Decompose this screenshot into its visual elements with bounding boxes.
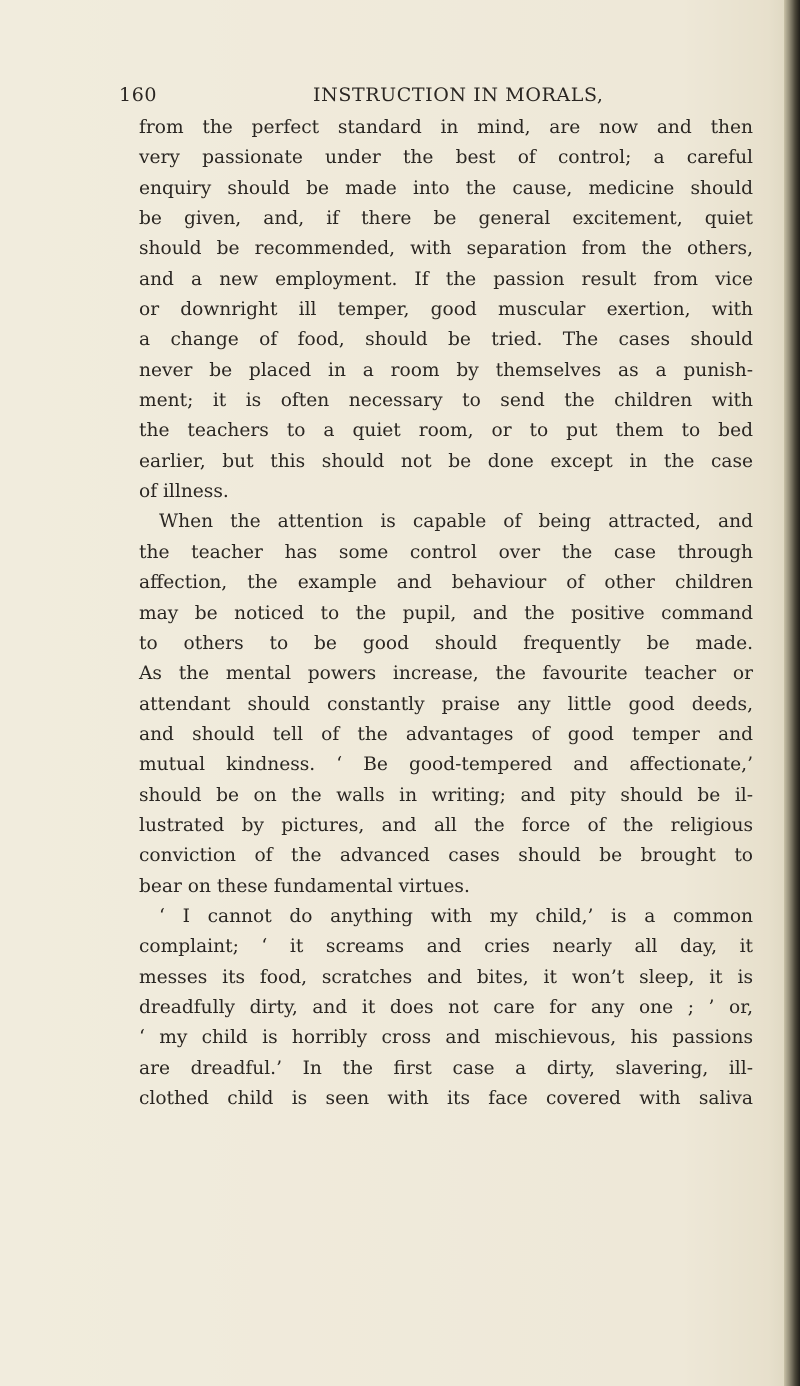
text-line: bear on these fundamental virtues. [139, 875, 470, 897]
text-line: conviction of the advanced cases should be brought to [139, 845, 753, 867]
text-line: attendant should constantly praise any little good deeds, [139, 693, 753, 715]
text-line: complaint; ‘ it screams and cries nearly all day, it [139, 936, 753, 958]
running-head: INSTRUCTION IN MORALS, [313, 84, 604, 106]
page-binding-edge [784, 0, 800, 1386]
text-line: When the attention is capable of being attracted, and [159, 511, 753, 533]
text-line: very passionate under the best of control; a careful [139, 147, 753, 169]
text-line: affection, the example and behaviour of other children [139, 572, 753, 594]
text-line: may be noticed to the pupil, and the positive command [139, 602, 753, 624]
text-line: ‘ I cannot do anything with my child,’ is a common [159, 905, 753, 927]
text-line: should be on the walls in writing; and pity should be il- [139, 784, 753, 806]
text-line: lustrated by pictures, and all the force of the religious [139, 814, 753, 836]
text-line: messes its food, scratches and bites, it won’t sleep, it is [139, 966, 753, 988]
text-line: ‘ my child is horribly cross and mischievous, his passions [139, 1027, 753, 1049]
text-line: and a new employment. If the passion result from vice [139, 268, 753, 290]
page-number: 160 [119, 84, 158, 106]
text-line: enquiry should be made into the cause, medicine should [139, 177, 753, 199]
text-line: from the perfect standard in mind, are now and then [139, 117, 753, 138]
text-line: and should tell of the advantages of good temper and [139, 723, 753, 745]
text-line: earlier, but this should not be done except in the case [139, 450, 753, 472]
body-text [139, 113, 753, 1114]
text-line: clothed child is seen with its face covered with saliva [139, 1088, 753, 1109]
text-line: of illness. [139, 481, 229, 503]
text-line: a change of food, should be tried. The cases should [139, 329, 753, 351]
text-line: never be placed in a room by themselves as a punish- [139, 359, 753, 381]
text-line: or downright ill temper, good muscular exertion, with [139, 299, 753, 321]
text-line: mutual kindness. ‘ Be good-tempered and affectionate,’ [139, 754, 753, 776]
text-line: the teacher has some control over the case through [139, 541, 753, 563]
text-line: should be recommended, with separation from the others, [139, 238, 753, 260]
text-line: are dreadful.’ In the first case a dirty, slavering, ill- [139, 1057, 753, 1079]
text-line: to others to be good should frequently be made. [139, 632, 753, 654]
text-line: be given, and, if there be general excitement, quiet [139, 208, 753, 230]
text-line: the teachers to a quiet room, or to put them to bed [139, 420, 753, 442]
text-line: dreadfully dirty, and it does not care for any one ; ’ or, [139, 996, 753, 1018]
text-line: ment; it is often necessary to send the children with [139, 390, 753, 412]
text-line: As the mental powers increase, the favourite teacher or [139, 663, 753, 685]
